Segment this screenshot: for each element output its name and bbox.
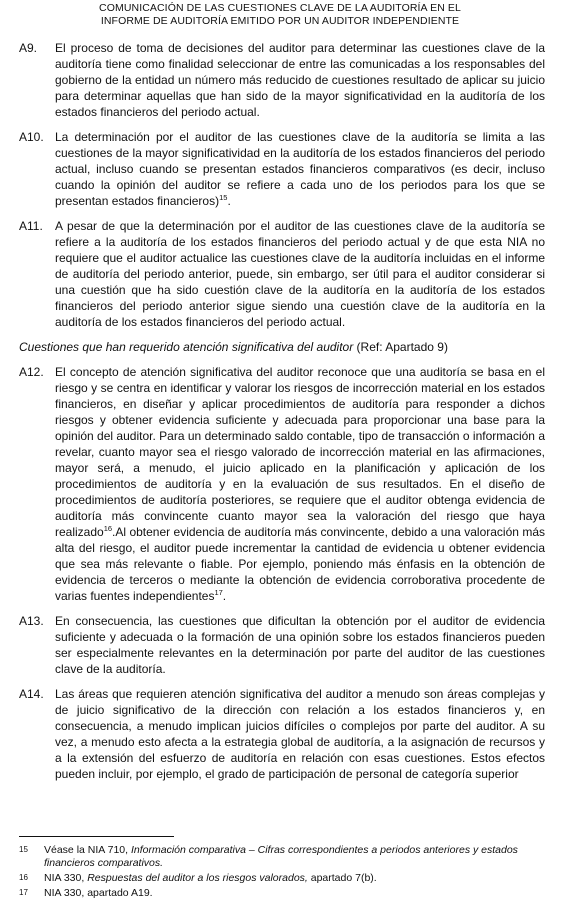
running-header [90,2,470,27]
footnote-number: 17 [19,888,28,897]
subheading-title: Cuestiones que han requerido atención significativa del auditor [19,340,354,354]
footnote-text [44,844,545,870]
footnote-title: Respuestas del auditor a los riesgos valorados, [87,872,308,884]
footnote-divider [19,836,174,837]
footnote-text [44,887,545,900]
paragraph-number: A13. [19,614,44,628]
paragraph-text: Las áreas que requieren atención significativa del auditor a menudo son áreas complejas y de juicio significativo de la dirección con relación a los estados financieros y, en consecuencia, a menudo implican juicios difíciles o complejos por parte del auditor. A su vez, a menudo esto afecta a la estrategia global de auditoría, a la asignación de recursos y a la extensión del esfuerzo de auditoría en relación con esas cuestiones. Estos efectos pueden incluir, por ejemplo, el grado de participación de personal de categoría superior [55,687,545,781]
paragraph-a11 [19,218,545,330]
paragraph-end: . [222,589,227,603]
paragraph-end: . [227,194,231,208]
paragraph-number: A14. [19,687,44,701]
footnote-lead: NIA 330, [44,872,88,884]
footnote-ref-15[interactable]: 15 [219,193,228,202]
footnote-ref-17[interactable]: 17 [214,588,223,597]
running-header-line-1: COMUNICACIÓN DE LAS CUESTIONES CLAVE DE LA AUDITORÍA EN EL [99,2,461,14]
paragraph-a14 [19,686,545,782]
footnote-lead: NIA 330, apartado A19. [44,887,153,899]
footnote-number: 16 [19,873,28,882]
paragraph-number: A9. [19,41,38,55]
running-header-line-2: INFORME DE AUDITORÍA EMITIDO POR UN AUDITOR INDEPENDIENTE [100,14,460,27]
paragraph-body-continued: .Al obtener evidencia de auditoría más convincente, debido a una valoración más alta del riesgo, el auditor puede incrementar la cantidad de evidencia u obtener evidencia que sea más relevante o fiable. Por ejemplo, poniendo más énfasis en la obtención de evidencia de terceros o mediante la obtención de evidencia corroborativa procedente de varias fuentes independientes [55,525,545,603]
footnote-text [44,872,545,885]
paragraph-a12 [19,364,545,604]
paragraph-text [55,364,545,604]
paragraph-text [55,129,545,209]
footnote-lead: Véase la NIA 710, [44,844,131,856]
footnote-title: Información comparativa – Cifras correspondientes a periodos anteriores y estados financieros comparativos. [44,844,518,869]
paragraph-number: A12. [19,365,44,379]
paragraph-text: El proceso de toma de decisiones del auditor para determinar las cuestiones clave de la auditoría tiene como finalidad seleccionar de entre las comunicadas a los responsables del gobierno de la entidad un número más reducido de cuestiones resultado de aplicar su juicio para determinar aquellas que han sido de la mayor significatividad en la auditoría de los estados financieros del periodo actual. [55,41,545,119]
footnote-ref-16[interactable]: 16 [103,524,113,533]
footnote-16 [19,872,545,885]
footnotes [19,844,545,902]
section-subheading [19,339,545,355]
paragraph-body: El concepto de atención significativa del auditor reconoce que una auditoría se basa en el riesgo y se centra en identificar y valorar los riesgos de incorrección material en los estados financieros, en diseñar y aplicar procedimientos de auditoría para responder a dichos riesgos y obtener evidencia suficiente y adecuada para proporcionar una base para la opinión del auditor. Para un determinado saldo contable, tipo de transacción o información a revelar, cuanto mayor sea el riesgo valorado de incorrección material en las afirmaciones, mayor será, a menudo, el juicio aplicado en la planificación y aplicación de los procedimientos de auditoría y en la evaluación de sus resultados. En el diseño de procedimientos de auditoría posteriores, se requiere que el auditor obtenga evidencia de auditoría más convincente cuanto mayor sea la valoración del riesgo que haya realizado [55,365,545,539]
paragraph-number: A11. [19,219,43,233]
paragraph-a13 [19,613,545,677]
paragraph-a9 [19,40,545,120]
paragraph-body: La determinación por el auditor de las cuestiones clave de la auditoría se limita a las cuestiones de la mayor significatividad en la auditoría de los estados financieros del periodo actual, incluso cuando se presentan estados financieros comparativos (es decir, incluso cuando la opinión del auditor se refiere a cada uno de los periodos para los que se presentan estados financieros) [55,130,545,208]
body-content [19,40,545,791]
paragraph-text: A pesar de que la determinación por el auditor de las cuestiones clave de la auditoría se refiere a la auditoría de los estados financieros del periodo actual y de que esta NIA no requiere que el auditor actualice las cuestiones clave de la auditoría incluidas en el informe de auditoría del periodo anterior, puede, sin embargo, ser útil para el auditor considerar si una cuestión que ha sido cuestión clave de la auditoría en la auditoría de los estados financieros del periodo anterior sigue siendo una cuestión clave de la auditoría en la auditoría de los estados financieros del periodo actual. [55,219,545,329]
paragraph-text: En consecuencia, las cuestiones que dificultan la obtención por el auditor de evidencia suficiente y adecuada o la formación de una opinión sobre los estados financieros pueden ser especialmente relevantes en la determinación por parte del auditor de las cuestiones clave de la auditoría. [55,614,545,676]
footnote-17 [19,887,545,900]
footnote-trail: apartado 7(b). [307,872,377,884]
footnote-15 [19,844,545,870]
subheading-reference: (Ref: Apartado 9) [353,340,448,354]
paragraph-number: A10. [19,130,44,144]
footnote-number: 15 [19,845,28,854]
paragraph-a10 [19,129,545,209]
